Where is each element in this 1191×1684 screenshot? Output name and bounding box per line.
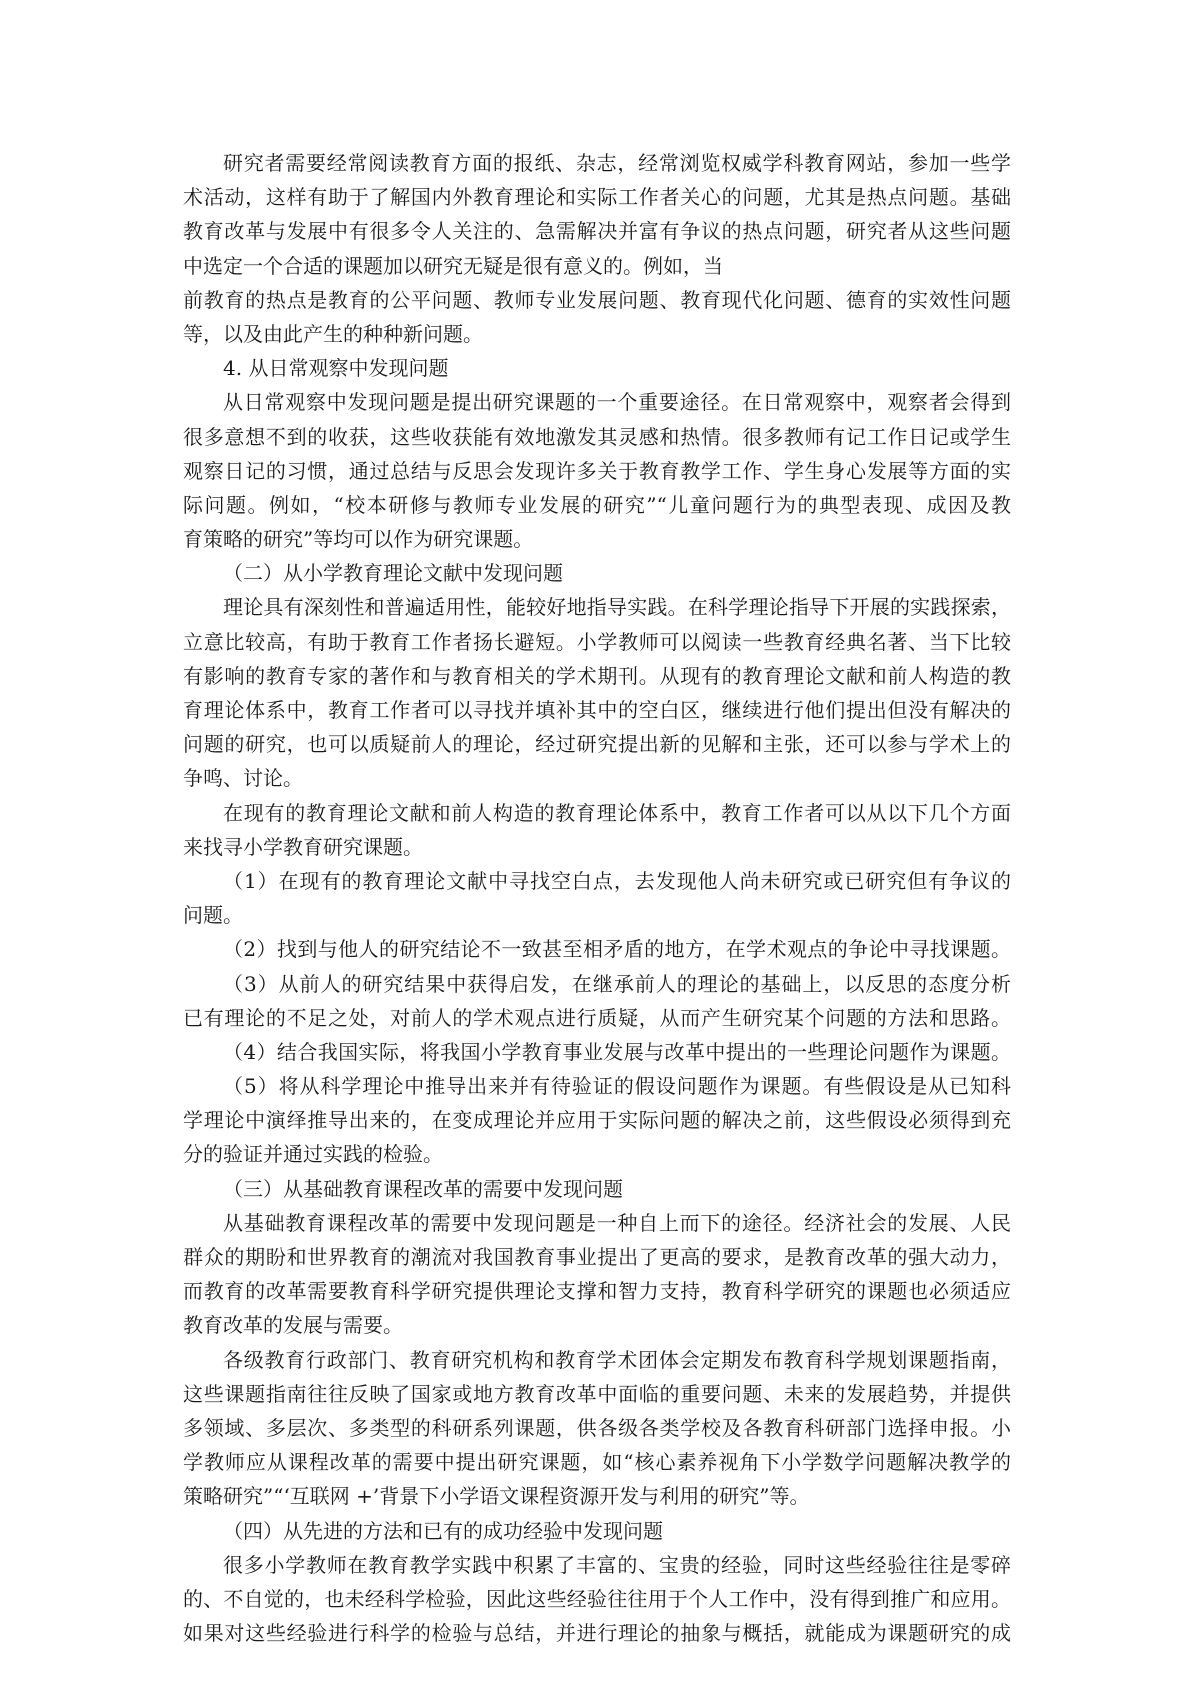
list-item: （4）结合我国实际，将我国小学教育事业发展与改革中提出的一些理论问题作为课题。: [223, 1039, 1011, 1064]
text-line: 中选定一个合适的课题加以研究无疑是很有意义的。例如，当: [183, 253, 723, 278]
text-line: 学教师应从课程改革的需要中提出研究课题，如“核心素养视角下小学数学问题解决教学的: [183, 1450, 1011, 1475]
text-line: 际问题。例如，“校本研修与教师专业发展的研究”“儿童问题行为的典型表现、成因及教: [183, 492, 1011, 517]
text-line: 教育改革的发展与需要。: [183, 1313, 403, 1338]
text-line: 而教育的改革需要教育科学研究提供理论支撑和智力支持，教育科学研究的课题也必须适应: [183, 1279, 1011, 1304]
text-line: 争鸣、讨论。: [183, 766, 303, 791]
text-line: 多领域、多层次、多类型的科研系列课题，供各级各类学校及各教育科研部门选择申报。小: [183, 1415, 1011, 1440]
list-item: （5）将从科学理论中推导出来并有待验证的假设问题作为课题。有些假设是从已知科: [223, 1074, 1011, 1099]
list-item: （3）从前人的研究结果中获得启发，在继承前人的理论的基础上，以反思的态度分析: [223, 971, 1011, 996]
section-heading: 4. 从日常观察中发现问题: [223, 356, 449, 381]
text-line: 育理论体系中，教育工作者可以寻找并填补其中的空白区，继续进行他们提出但没有解决的: [183, 698, 1011, 722]
text-line: 分的验证并通过实践的检验。: [183, 1142, 443, 1167]
text-line: 已有理论的不足之处，对前人的学术观点进行质疑，从而产生研究某个问题的方法和思路。: [183, 1005, 1011, 1030]
text-line: 理论具有深刻性和普遍适用性，能较好地指导实践。在科学理论指导下开展的实践探索，: [223, 595, 1011, 620]
list-item: （1）在现有的教育理论文献中寻找空白点，去发现他人尚未研究或已研究但有争议的: [223, 868, 1011, 893]
text-line: 问题的研究，也可以质疑前人的理论，经过研究提出新的见解和主张，还可以参与学术上的: [183, 732, 1011, 757]
section-heading: （四）从先进的方法和已有的成功经验中发现问题: [223, 1518, 663, 1543]
text-line: 这些课题指南往往反映了国家或地方教育改革中面临的重要问题、未来的发展趋势，并提供: [183, 1381, 1011, 1406]
text-line: 立意比较高，有助于教育工作者扬长避短。小学教师可以阅读一些教育经典名著、当下比较: [183, 629, 1011, 654]
text-line: 很多小学教师在教育教学实践中积累了丰富的、宝贵的经验，同时这些经验往往是零碎: [223, 1552, 1011, 1577]
text-line: 各级教育行政部门、教育研究机构和教育学术团体会定期发布教育科学规划课题指南，: [223, 1347, 1011, 1372]
text-line: 很多意想不到的收获，这些收获能有效地激发其灵感和热情。很多教师有记工作日记或学生: [183, 424, 1011, 449]
text-line: 群众的期盼和世界教育的潮流对我国教育事业提出了更高的要求，是教育改革的强大动力，: [183, 1245, 1011, 1269]
text-line: 学理论中演绎推导出来的，在变成理论并应用于实际问题的解决之前，这些假设必须得到充: [183, 1108, 1011, 1133]
list-item: （2）找到与他人的研究结论不一致甚至相矛盾的地方，在学术观点的争论中寻找课题。: [223, 937, 1011, 962]
body-text: [183, 146, 1011, 1650]
section-heading: （二）从小学教育理论文献中发现问题: [223, 561, 563, 586]
text-line: 等，以及由此产生的种种新问题。: [183, 321, 483, 346]
section-heading: （三）从基础教育课程改革的需要中发现问题: [223, 1176, 623, 1201]
text-line: 策略研究”“‘互联网 +’背景下小学语文课程资源开发与利用的研究”等。: [183, 1484, 810, 1509]
text-line: 观察日记的习惯，通过总结与反思会发现许多关于教育教学工作、学生身心发展等方面的实: [183, 458, 1011, 483]
text-line: 术活动，这样有助于了解国内外教育理论和实际工作者关心的问题，尤其是热点问题。基础: [183, 185, 1011, 210]
text-line: 有影响的教育专家的著作和与教育相关的学术期刊。从现有的教育理论文献和前人构造的教: [183, 663, 1011, 688]
text-line: 前教育的热点是教育的公平问题、教师专业发展问题、教育现代化问题、德育的实效性问题: [183, 287, 1011, 312]
text-line: 问题。: [183, 903, 243, 928]
text-line: 研究者需要经常阅读教育方面的报纸、杂志，经常浏览权威学科教育网站，参加一些学: [223, 151, 1011, 175]
text-line: 的、不自觉的，也未经科学检验，因此这些经验往往用于个人工作中，没有得到推广和应用。: [183, 1586, 1011, 1611]
text-line: 教育改革与发展中有很多令人关注的、急需解决并富有争议的热点问题，研究者从这些问题: [183, 219, 1011, 244]
text-line: 育策略的研究”等均可以作为研究课题。: [183, 527, 534, 552]
text-line: 来找寻小学教育研究课题。: [183, 834, 423, 859]
text-line: 从日常观察中发现问题是提出研究课题的一个重要途径。在日常观察中，观察者会得到: [223, 390, 1011, 415]
text-line: 如果对这些经验进行科学的检验与总结，并进行理论的抽象与概括，就能成为课题研究的成: [183, 1621, 1011, 1646]
text-line: 从基础教育课程改革的需要中发现问题是一种自上而下的途径。经济社会的发展、人民: [223, 1210, 1011, 1235]
text-line: 在现有的教育理论文献和前人构造的教育理论体系中，教育工作者可以从以下几个方面: [223, 800, 1011, 825]
